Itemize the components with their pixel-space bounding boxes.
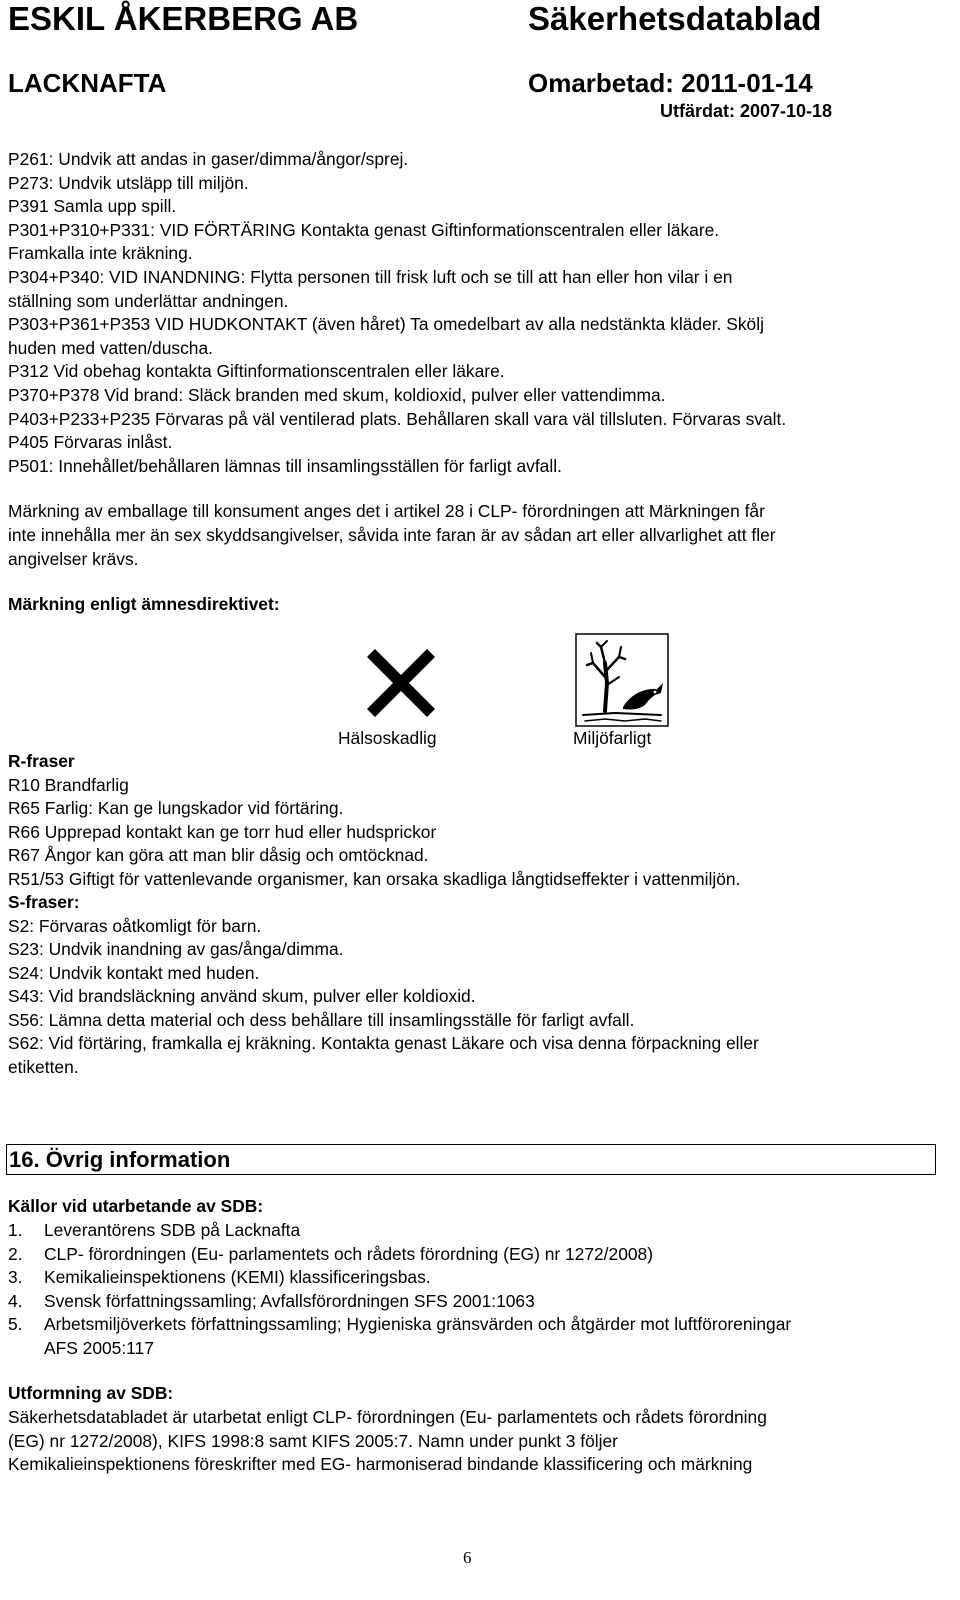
p-statement-line: P403+P233+P235 Förvaras på väl ventilerad plats. Behållaren skall vara väl tillsluten. Förvaras svalt. [8, 408, 787, 429]
list-number: 3. [8, 1267, 23, 1288]
list-text-line: AFS 2005:117 [44, 1337, 154, 1358]
p-statement-line: ställning som underlättar andningen. [8, 290, 289, 311]
list-number: 1. [8, 1220, 23, 1240]
r-phrases-heading: R-fraser [8, 751, 75, 771]
p-statement-line: P501: Innehållet/behållaren lämnas till insamlingsställen för farligt avfall. [8, 455, 562, 476]
s-phrases-heading: S-fraser: [8, 892, 80, 912]
r-phrase: R10 Brandfarlig [8, 774, 129, 795]
list-item [8, 1266, 938, 1290]
p-statement-line: P261: Undvik att andas in gaser/dimma/ångor/sprej. [8, 149, 409, 169]
design-text [8, 1406, 938, 1477]
section-16-header [6, 1144, 936, 1175]
p-statement-line: P304+P340: VID INANDNING: Flytta personen till frisk luft och se till att han eller hon vilar i en [8, 266, 733, 287]
note-line: inte innehålla mer än sex skyddsangivelser, såvida inte faran är av sådan art eller allvarlighet att fler [8, 525, 776, 545]
product-name: LACKNAFTA [8, 68, 167, 98]
design-line: Kemikalieinspektionens föreskrifter med EG- harmoniserad bindande klassificering och märkning [8, 1454, 753, 1475]
s-phrase: S62: Vid förtäring, framkalla ej kräkning. Kontakta genast Läkare och visa denna förpackning eller [8, 1033, 759, 1053]
design-line: (EG) nr 1272/2008), KIFS 1998:8 samt KIFS 2005:7. Namn under punkt 3 följer [8, 1430, 618, 1451]
sources-heading: Källor vid utarbetande av SDB: [8, 1196, 264, 1216]
pictogram-label-miljofarligt: Miljöfarligt [573, 728, 652, 748]
list-text: CLP- förordningen (Eu- parlamentets och rådets förordning (EG) nr 1272/2008) [44, 1243, 653, 1264]
environment-hazard-icon [575, 633, 669, 727]
issued-date: Utfärdat: 2007-10-18 [660, 101, 833, 121]
list-number: 2. [8, 1243, 23, 1264]
revised-date: Omarbetad: 2011-01-14 [528, 68, 813, 98]
note-line: Märkning av emballage till konsument anges det i artikel 28 i CLP- förordningen att Märkningen får [8, 501, 765, 521]
company-name: ESKIL ÅKERBERG AB [8, 0, 359, 37]
r-phrase: R67 Ångor kan göra att man blir dåsig och omtöcknad. [8, 845, 429, 865]
p-statement-line: P273: Undvik utsläpp till miljön. [8, 172, 249, 193]
list-text [44, 1313, 938, 1360]
list-text: Svensk författningssamling; Avfallsförordningen SFS 2001:1063 [44, 1290, 535, 1311]
list-text-line: Arbetsmiljöverkets författningssamling; Hygieniska gränsvärden och åtgärder mot luftföroreningar [44, 1314, 792, 1335]
design-line: Säkerhetsdatabladet är utarbetat enligt CLP- förordningen (Eu- parlamentets och rådets förordning [8, 1407, 767, 1427]
pictogram-label-halsoskadlig: Hälsoskadlig [338, 728, 437, 748]
design-heading: Utformning av SDB: [8, 1383, 174, 1403]
list-number: 4. [8, 1290, 23, 1311]
s-phrase: etiketten. [8, 1056, 79, 1077]
list-item [8, 1290, 938, 1314]
risk-safety-phrases [8, 750, 938, 1079]
p-statement-line: P312 Vid obehag kontakta Giftinformationscentralen eller läkare. [8, 361, 505, 382]
r-phrase: R65 Farlig: Kan ge lungskador vid förtäring. [8, 798, 344, 818]
list-text: Leverantörens SDB på Lacknafta [44, 1220, 301, 1240]
p-statement-line: Framkalla inte kräkning. [8, 243, 193, 264]
s-phrase: S43: Vid brandsläckning använd skum, pulver eller koldioxid. [8, 986, 476, 1006]
p-statement-line: huden med vatten/duscha. [8, 337, 213, 358]
list-item [8, 1313, 938, 1360]
harmful-x-icon [361, 643, 441, 723]
list-item [8, 1219, 938, 1243]
s-phrase: S23: Undvik inandning av gas/ånga/dimma. [8, 939, 344, 959]
p-statement-line: P303+P361+P353 VID HUDKONTAKT (även håret) Ta omedelbart av alla nedstänkta kläder. Skölj [8, 314, 764, 335]
page-number: 6 [463, 1548, 472, 1567]
p-statement-line: P405 Förvaras inlåst. [8, 432, 173, 453]
p-statement-line: P301+P310+P331: VID FÖRTÄRING Kontakta genast Giftinformationscentralen eller läkare. [8, 219, 720, 240]
r-phrase: R66 Upprepad kontakt kan ge torr hud eller hudsprickor [8, 821, 437, 842]
labelling-note [8, 499, 938, 571]
precautionary-statements [8, 148, 938, 478]
note-line: angivelser krävs. [8, 549, 139, 569]
list-item [8, 1243, 938, 1267]
section-16-title: 16. Övrig information [9, 1147, 231, 1172]
document-title: Säkerhetsdatablad [528, 0, 822, 37]
s-phrase: S2: Förvaras oåtkomligt för barn. [8, 915, 262, 936]
s-phrase: S24: Undvik kontakt med huden. [8, 962, 260, 983]
list-number: 5. [8, 1314, 23, 1335]
list-text: Kemikalieinspektionens (KEMI) klassificeringsbas. [44, 1267, 431, 1288]
p-statement-line: P370+P378 Vid brand: Släck branden med skum, koldioxid, pulver eller vattendimma. [8, 384, 666, 405]
sources-list [8, 1219, 938, 1361]
p-statement-line: P391 Samla upp spill. [8, 196, 177, 217]
r-phrase: R51/53 Giftigt för vattenlevande organismer, kan orsaka skadliga långtidseffekter i vattenmiljön. [8, 868, 741, 889]
substance-directive-heading: Märkning enligt ämnesdirektivet: [8, 594, 280, 614]
s-phrase: S56: Lämna detta material och dess behållare till insamlingsställe för farligt avfall. [8, 1009, 635, 1030]
